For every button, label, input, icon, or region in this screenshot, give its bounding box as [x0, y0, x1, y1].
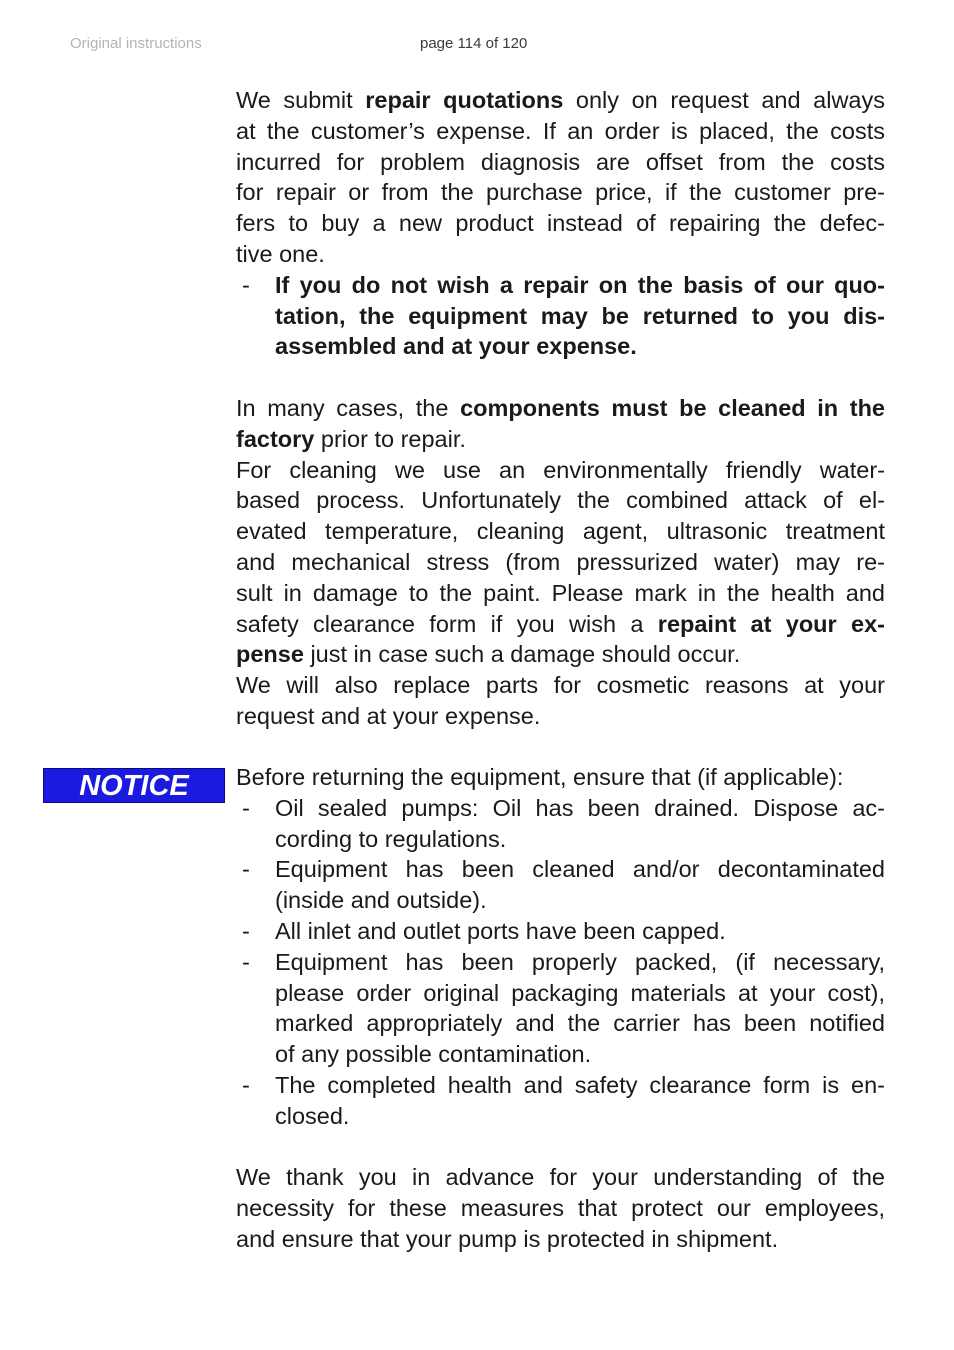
list-item: - Oil sealed pumps: Oil has been drained. Dispose ac- cording to regulations. [236, 793, 885, 855]
paragraph-line: We submit repair quotations only on request and always [236, 87, 885, 113]
return-checklist-section [236, 762, 885, 1132]
bullet-dash: - [242, 856, 250, 883]
paragraph-line: evated temperature, cleaning agent, ultrasonic treatment [236, 518, 885, 545]
checklist-intro: Before returning the equipment, ensure that (if applicable): [236, 764, 844, 790]
bullet-dash: - [242, 271, 250, 298]
paragraph-line: based process. Unfortunately the combined attack of el- [236, 487, 885, 514]
paragraph-line: and ensure that your pump is protected in shipment. [236, 1225, 779, 1252]
list-item: - Equipment has been properly packed, (if necessary, please order original packaging materials at your cost), marked appropriately and the carrier has been notified of any possible contamination. [236, 947, 885, 1070]
paragraph-line: We will also replace parts for cosmetic reasons at your [236, 672, 885, 699]
list-item-repair-refusal: - If you do not wish a repair on the basis of our quo- tation, the equipment may be returned to you dis- assembled and at your expense. [236, 270, 885, 362]
paragraph-line: factory prior to repair. [236, 425, 466, 452]
paragraph-line: necessity for these measures that protect our employees, [236, 1194, 885, 1221]
paragraph-line: We thank you in advance for your understanding of the [236, 1164, 885, 1190]
list-item: - All inlet and outlet ports have been capped. [236, 916, 885, 947]
repair-quotation-section [236, 85, 885, 362]
paragraph-line: safety clearance form if you wish a repaint at your ex- [236, 610, 885, 637]
bullet-dash: - [242, 948, 250, 975]
bullet-dash: - [242, 1071, 250, 1098]
paragraph-line: tive one. [236, 240, 325, 267]
paragraph-line: for repair or from the purchase price, if the customer pre- [236, 179, 885, 206]
header-document-type: Original instructions [70, 35, 202, 52]
list-item: - Equipment has been cleaned and/or decontaminated (inside and outside). [236, 854, 885, 916]
cleaning-section [236, 393, 885, 732]
notice-badge: NOTICE [43, 768, 225, 803]
list-item: - The completed health and safety clearance form is en- closed. [236, 1070, 885, 1132]
paragraph-line: fers to buy a new product instead of repairing the defec- [236, 210, 885, 237]
paragraph-line: In many cases, the components must be cleaned in the [236, 395, 885, 421]
paragraph-line: incurred for problem diagnosis are offset from the costs [236, 148, 885, 175]
closing-paragraph [236, 1162, 885, 1254]
bullet-dash: - [242, 917, 250, 944]
header-page-number: page 114 of 120 [420, 35, 528, 52]
paragraph-line: pense just in case such a damage should occur. [236, 641, 741, 668]
paragraph-line: For cleaning we use an environmentally friendly water- [236, 456, 885, 483]
bullet-dash: - [242, 794, 250, 821]
paragraph-line: and mechanical stress (from pressurized water) may re- [236, 548, 885, 575]
paragraph-line: at the customer’s expense. If an order is placed, the costs [236, 117, 885, 144]
paragraph-line: request and at your expense. [236, 702, 541, 729]
paragraph-line: sult in damage to the paint. Please mark in the health and [236, 579, 885, 606]
